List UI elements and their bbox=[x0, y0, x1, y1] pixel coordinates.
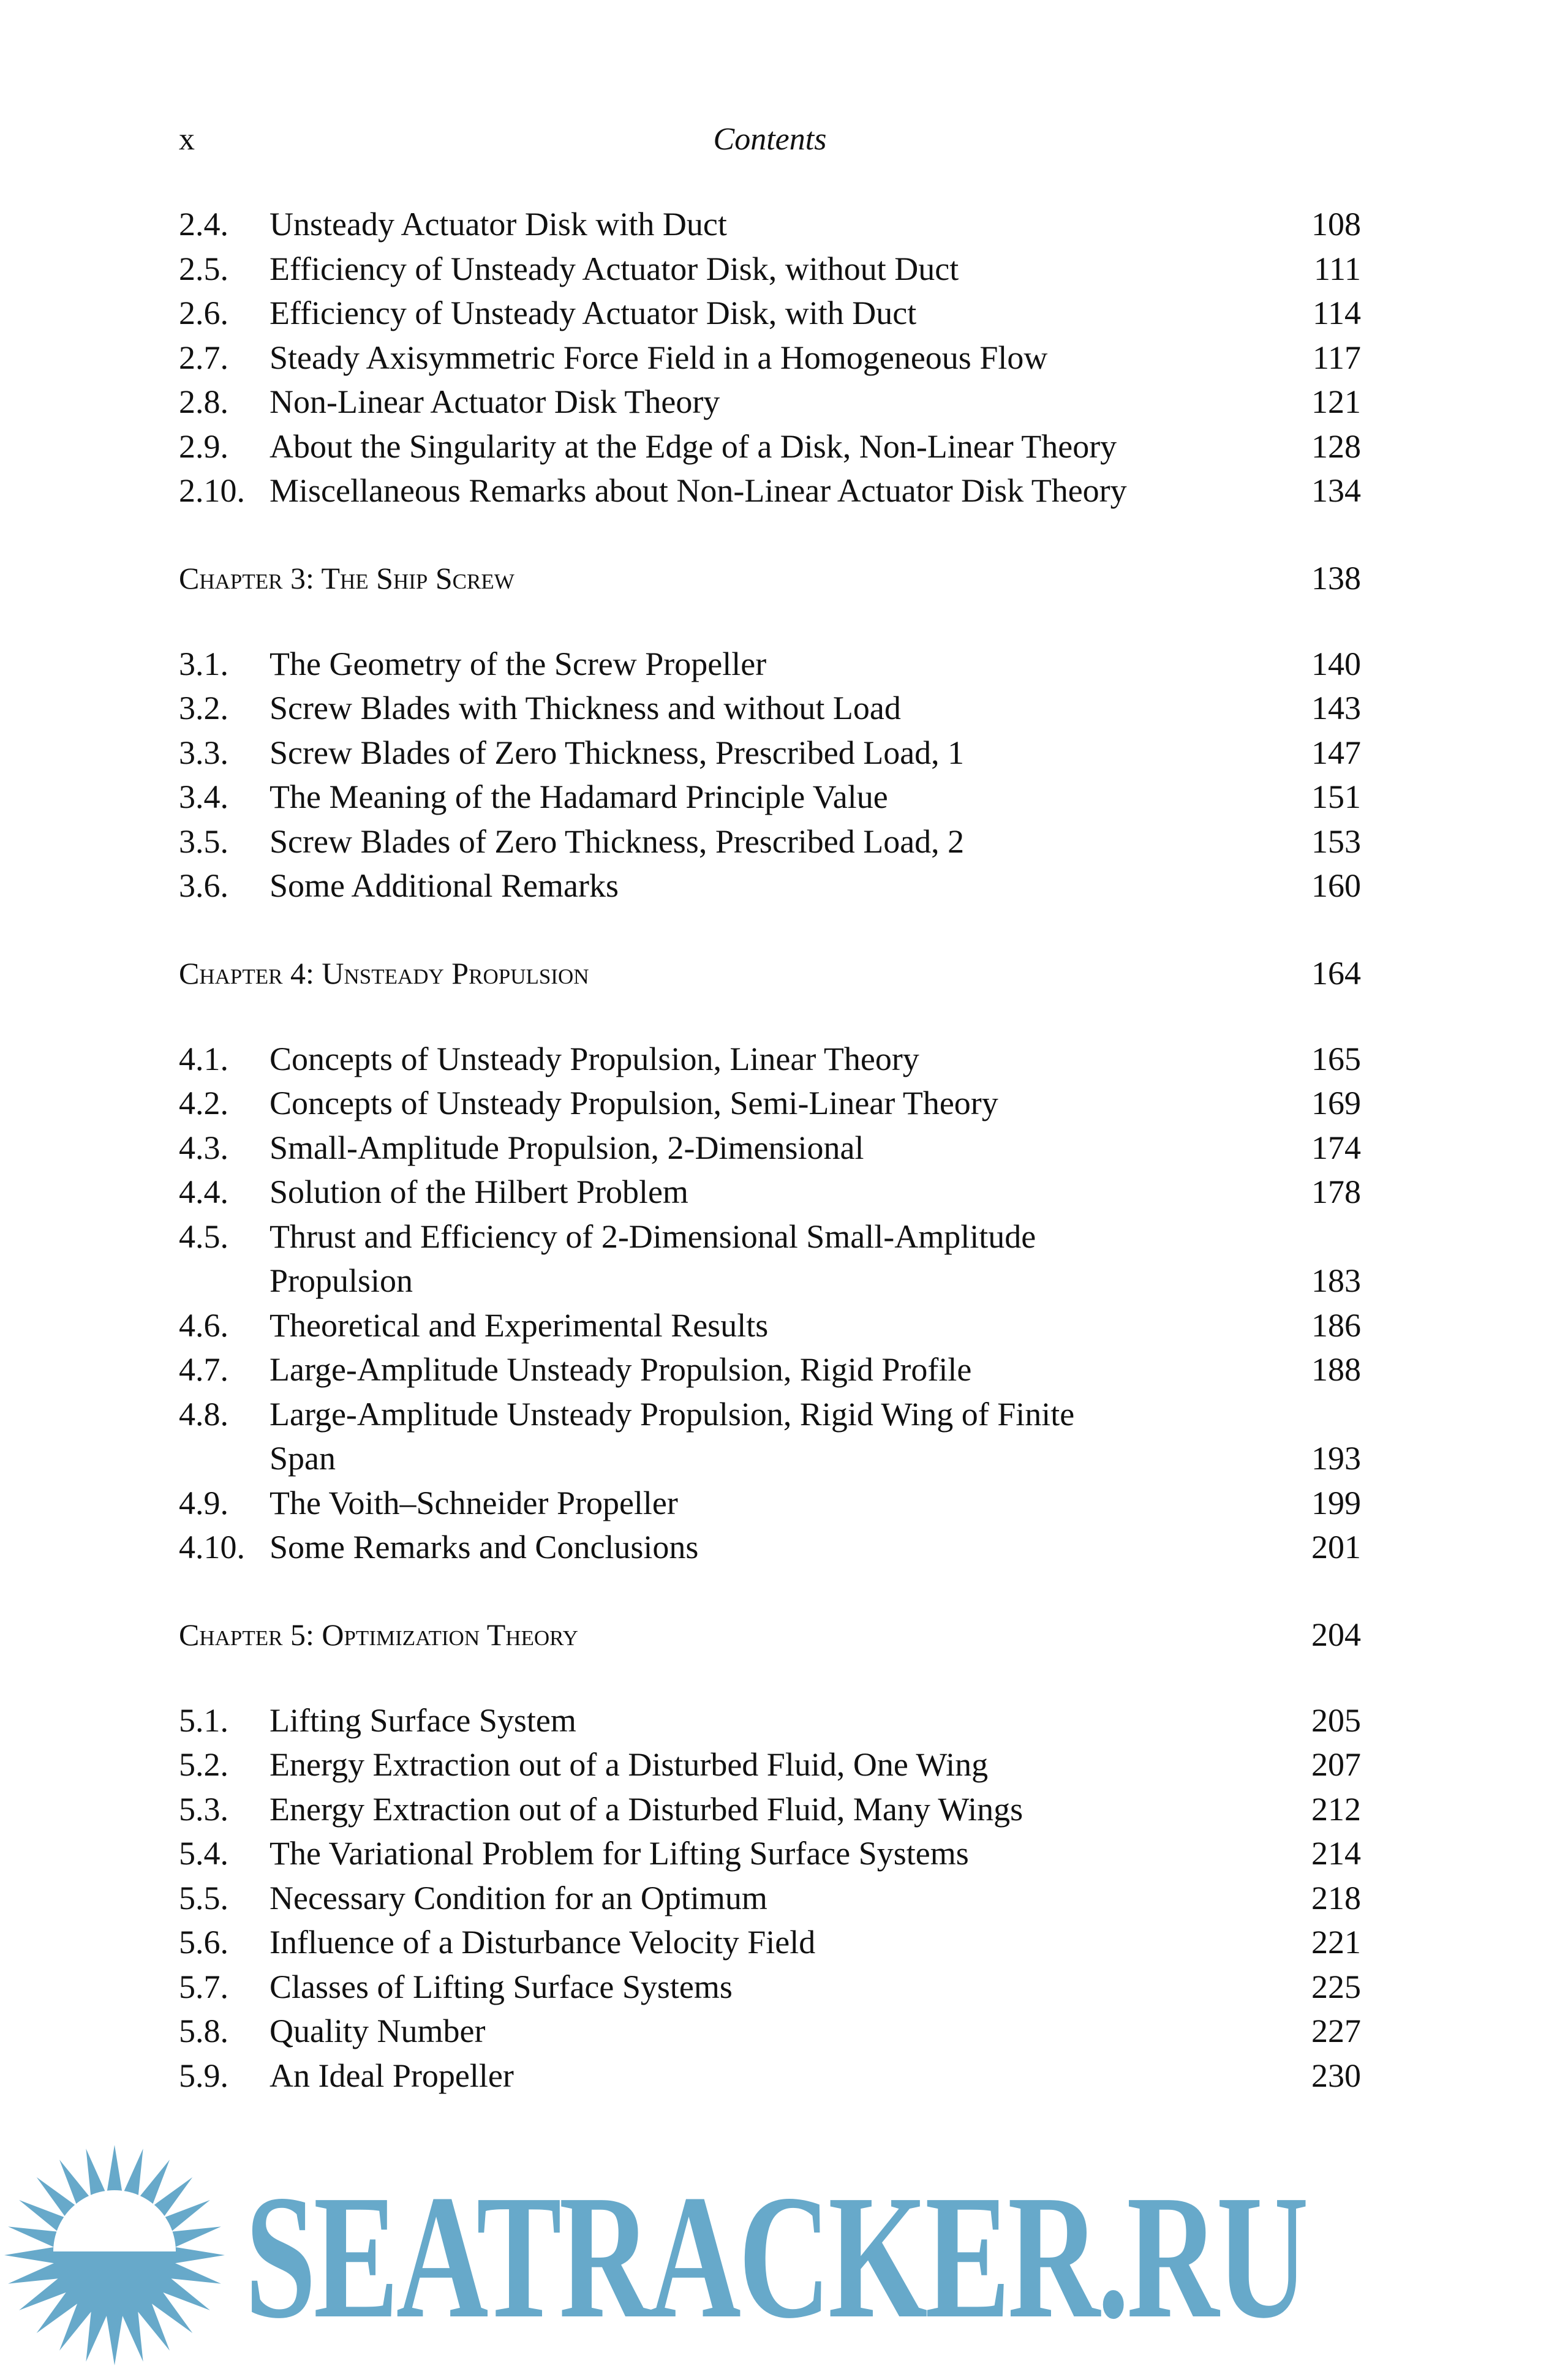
section-title: Screw Blades of Zero Thickness, Prescribed Load, 1 bbox=[270, 734, 965, 771]
toc-entry[interactable] bbox=[179, 1081, 1361, 1126]
section-title: Unsteady Actuator Disk with Duct bbox=[270, 206, 727, 243]
watermark bbox=[0, 2144, 1568, 2366]
chapter-heading[interactable] bbox=[179, 951, 1361, 995]
section-page-number: 128 bbox=[1311, 428, 1361, 465]
section-page-number: 140 bbox=[1311, 645, 1361, 682]
toc-entry-continuation[interactable] bbox=[179, 1436, 1361, 1481]
section-number: 5.2. bbox=[179, 1746, 228, 1783]
section-title: Screw Blades with Thickness and without Load bbox=[270, 690, 901, 726]
toc-entry[interactable] bbox=[179, 1742, 1361, 1787]
section-title: The Voith–Schneider Propeller bbox=[270, 1484, 678, 1521]
toc-entry[interactable] bbox=[179, 291, 1361, 336]
section-page-number: 201 bbox=[1311, 1529, 1361, 1565]
section-title: Miscellaneous Remarks about Non-Linear Actuator Disk Theory bbox=[270, 472, 1127, 509]
section-number: 5.5. bbox=[179, 1879, 228, 1916]
section-number: 3.6. bbox=[179, 867, 228, 904]
section-title: Lifting Surface System bbox=[270, 1701, 576, 1739]
section-page-number: 186 bbox=[1311, 1306, 1361, 1344]
section-page-number: 178 bbox=[1311, 1174, 1361, 1210]
toc-entry[interactable] bbox=[179, 819, 1361, 864]
section-title: Concepts of Unsteady Propulsion, Semi-Linear Theory bbox=[270, 1085, 998, 1121]
section-page-number: 134 bbox=[1311, 472, 1361, 509]
section-page-number: 218 bbox=[1311, 1879, 1361, 1916]
toc-entry[interactable] bbox=[179, 1126, 1361, 1170]
section-number: 4.8. bbox=[179, 1395, 228, 1433]
toc-entry[interactable] bbox=[179, 1037, 1361, 1082]
section-page-number: 188 bbox=[1311, 1351, 1361, 1388]
toc-entry[interactable] bbox=[179, 336, 1361, 380]
section-title: Concepts of Unsteady Propulsion, Linear Theory bbox=[270, 1040, 919, 1077]
section-page-number: 214 bbox=[1311, 1835, 1361, 1872]
section-title: Energy Extraction out of a Disturbed Fluid, One Wing bbox=[270, 1746, 989, 1783]
section-title: Quality Number bbox=[270, 2013, 486, 2049]
section-number: 5.6. bbox=[179, 1924, 228, 1961]
section-page-number: 193 bbox=[1311, 1440, 1361, 1477]
section-page-number: 174 bbox=[1311, 1129, 1361, 1166]
section-page-number: 183 bbox=[1311, 1262, 1361, 1299]
chapter-page-number: 164 bbox=[1311, 954, 1361, 992]
section-title: Theoretical and Experimental Results bbox=[270, 1306, 769, 1344]
section-title: Some Remarks and Conclusions bbox=[270, 1529, 699, 1565]
toc-entry[interactable] bbox=[179, 1303, 1361, 1348]
table-of-contents bbox=[179, 202, 1361, 2098]
toc-entry[interactable] bbox=[179, 1920, 1361, 1965]
section-title: The Variational Problem for Lifting Surface Systems bbox=[270, 1835, 969, 1872]
chapter-title: Chapter 3: The Ship Screw bbox=[179, 560, 514, 595]
toc-entry[interactable] bbox=[179, 1876, 1361, 1921]
section-number: 4.5. bbox=[179, 1218, 228, 1255]
section-number: 4.1. bbox=[179, 1040, 228, 1077]
section-number: 3.2. bbox=[179, 690, 228, 726]
section-title: Solution of the Hilbert Problem bbox=[270, 1174, 688, 1210]
toc-entry[interactable] bbox=[179, 1831, 1361, 1876]
toc-entry[interactable] bbox=[179, 686, 1361, 731]
toc-entry[interactable] bbox=[179, 1481, 1361, 1526]
section-page-number: 212 bbox=[1311, 1790, 1361, 1828]
section-number: 2.6. bbox=[179, 295, 228, 331]
section-number: 3.5. bbox=[179, 823, 228, 860]
toc-entry[interactable] bbox=[179, 731, 1361, 775]
section-page-number: 160 bbox=[1311, 867, 1361, 904]
chapter-title: Chapter 4: Unsteady Propulsion bbox=[179, 955, 589, 990]
section-title: About the Singularity at the Edge of a Disk, Non-Linear Theory bbox=[270, 428, 1117, 465]
section-title: Energy Extraction out of a Disturbed Fluid, Many Wings bbox=[270, 1790, 1023, 1828]
section-title-continued: Span bbox=[270, 1440, 336, 1477]
section-title: Classes of Lifting Surface Systems bbox=[270, 1968, 733, 2005]
section-page-number: 147 bbox=[1311, 734, 1361, 771]
section-page-number: 227 bbox=[1311, 2013, 1361, 2049]
toc-entry[interactable] bbox=[179, 2009, 1361, 2054]
section-number: 2.7. bbox=[179, 339, 228, 376]
toc-entry[interactable] bbox=[179, 424, 1361, 469]
toc-entry[interactable] bbox=[179, 247, 1361, 292]
section-number: 4.9. bbox=[179, 1484, 228, 1521]
section-page-number: 207 bbox=[1311, 1746, 1361, 1783]
section-title: Thrust and Efficiency of 2-Dimensional Small-Amplitude bbox=[270, 1218, 1036, 1255]
section-number: 3.3. bbox=[179, 734, 228, 771]
section-title: An Ideal Propeller bbox=[270, 2057, 514, 2094]
section-number: 4.2. bbox=[179, 1085, 228, 1121]
section-title: Screw Blades of Zero Thickness, Prescribed Load, 2 bbox=[270, 823, 965, 860]
chapter-page-number: 204 bbox=[1311, 1616, 1361, 1653]
page-number: x bbox=[179, 122, 195, 157]
section-number: 4.3. bbox=[179, 1129, 228, 1166]
section-page-number: 225 bbox=[1311, 1968, 1361, 2005]
toc-entry[interactable] bbox=[179, 1525, 1361, 1570]
section-number: 5.3. bbox=[179, 1790, 228, 1828]
section-number: 2.9. bbox=[179, 428, 228, 465]
section-title: Large-Amplitude Unsteady Propulsion, Rigid Profile bbox=[270, 1351, 972, 1388]
section-title: The Geometry of the Screw Propeller bbox=[270, 645, 767, 682]
section-page-number: 199 bbox=[1311, 1484, 1361, 1521]
toc-entry[interactable] bbox=[179, 1392, 1361, 1437]
section-number: 3.4. bbox=[179, 778, 228, 815]
section-number: 2.10. bbox=[179, 472, 245, 509]
section-page-number: 117 bbox=[1313, 339, 1361, 376]
section-title: Efficiency of Unsteady Actuator Disk, with Duct bbox=[270, 295, 917, 331]
section-title: Steady Axisymmetric Force Field in a Homogeneous Flow bbox=[270, 339, 1048, 376]
section-page-number: 114 bbox=[1313, 295, 1361, 331]
chapter-heading[interactable] bbox=[179, 556, 1361, 600]
section-number: 4.7. bbox=[179, 1351, 228, 1388]
toc-entry[interactable] bbox=[179, 1215, 1361, 1259]
section-title: The Meaning of the Hadamard Principle Value bbox=[270, 778, 888, 815]
toc-entry[interactable] bbox=[179, 642, 1361, 687]
section-number: 4.6. bbox=[179, 1306, 228, 1344]
section-page-number: 230 bbox=[1311, 2057, 1361, 2094]
section-number: 4.4. bbox=[179, 1174, 228, 1210]
section-number: 4.10. bbox=[179, 1529, 245, 1565]
page-header bbox=[179, 121, 1361, 164]
section-number: 5.1. bbox=[179, 1701, 228, 1739]
section-number: 2.8. bbox=[179, 383, 228, 420]
section-page-number: 153 bbox=[1311, 823, 1361, 860]
toc-entry[interactable] bbox=[179, 469, 1361, 513]
section-page-number: 221 bbox=[1311, 1924, 1361, 1961]
section-title: Some Additional Remarks bbox=[270, 867, 619, 904]
section-number: 2.5. bbox=[179, 250, 228, 287]
toc-entry[interactable] bbox=[179, 775, 1361, 819]
toc-entry[interactable] bbox=[179, 1787, 1361, 1832]
section-title: Efficiency of Unsteady Actuator Disk, without Duct bbox=[270, 250, 959, 287]
toc-entry-continuation[interactable] bbox=[179, 1259, 1361, 1303]
section-page-number: 205 bbox=[1311, 1701, 1361, 1739]
section-page-number: 151 bbox=[1311, 778, 1361, 815]
section-title: Large-Amplitude Unsteady Propulsion, Rigid Wing of Finite bbox=[270, 1395, 1075, 1433]
section-title-continued: Propulsion bbox=[270, 1262, 413, 1299]
section-page-number: 165 bbox=[1311, 1040, 1361, 1077]
toc-entry[interactable] bbox=[179, 380, 1361, 424]
section-number: 5.9. bbox=[179, 2057, 228, 2094]
section-number: 5.8. bbox=[179, 2013, 228, 2049]
running-head: Contents bbox=[713, 122, 827, 157]
toc-entry[interactable] bbox=[179, 1347, 1361, 1392]
toc-entry[interactable] bbox=[179, 2054, 1361, 2098]
sun-over-sea-icon bbox=[0, 2144, 233, 2366]
section-title: Influence of a Disturbance Velocity Field bbox=[270, 1924, 816, 1961]
section-page-number: 108 bbox=[1311, 206, 1361, 243]
section-page-number: 111 bbox=[1314, 250, 1361, 287]
section-title: Small-Amplitude Propulsion, 2-Dimensional bbox=[270, 1129, 864, 1166]
toc-entry[interactable] bbox=[179, 1965, 1361, 2010]
section-number: 2.4. bbox=[179, 206, 228, 243]
toc-entry[interactable] bbox=[179, 1170, 1361, 1215]
toc-entry[interactable] bbox=[179, 202, 1361, 247]
section-title: Non-Linear Actuator Disk Theory bbox=[270, 383, 720, 420]
section-title: Necessary Condition for an Optimum bbox=[270, 1879, 767, 1916]
section-page-number: 169 bbox=[1311, 1085, 1361, 1121]
section-number: 5.7. bbox=[179, 1968, 228, 2005]
toc-entry[interactable] bbox=[179, 1698, 1361, 1743]
section-page-number: 143 bbox=[1311, 690, 1361, 726]
toc-entry[interactable] bbox=[179, 864, 1361, 908]
watermark-text: SEATRACKER.RU bbox=[245, 2158, 1306, 2355]
section-number: 5.4. bbox=[179, 1835, 228, 1872]
section-number: 3.1. bbox=[179, 645, 228, 682]
section-page-number: 121 bbox=[1311, 383, 1361, 420]
chapter-heading[interactable] bbox=[179, 1613, 1361, 1657]
chapter-page-number: 138 bbox=[1311, 559, 1361, 597]
chapter-title: Chapter 5: Optimization Theory bbox=[179, 1617, 578, 1652]
